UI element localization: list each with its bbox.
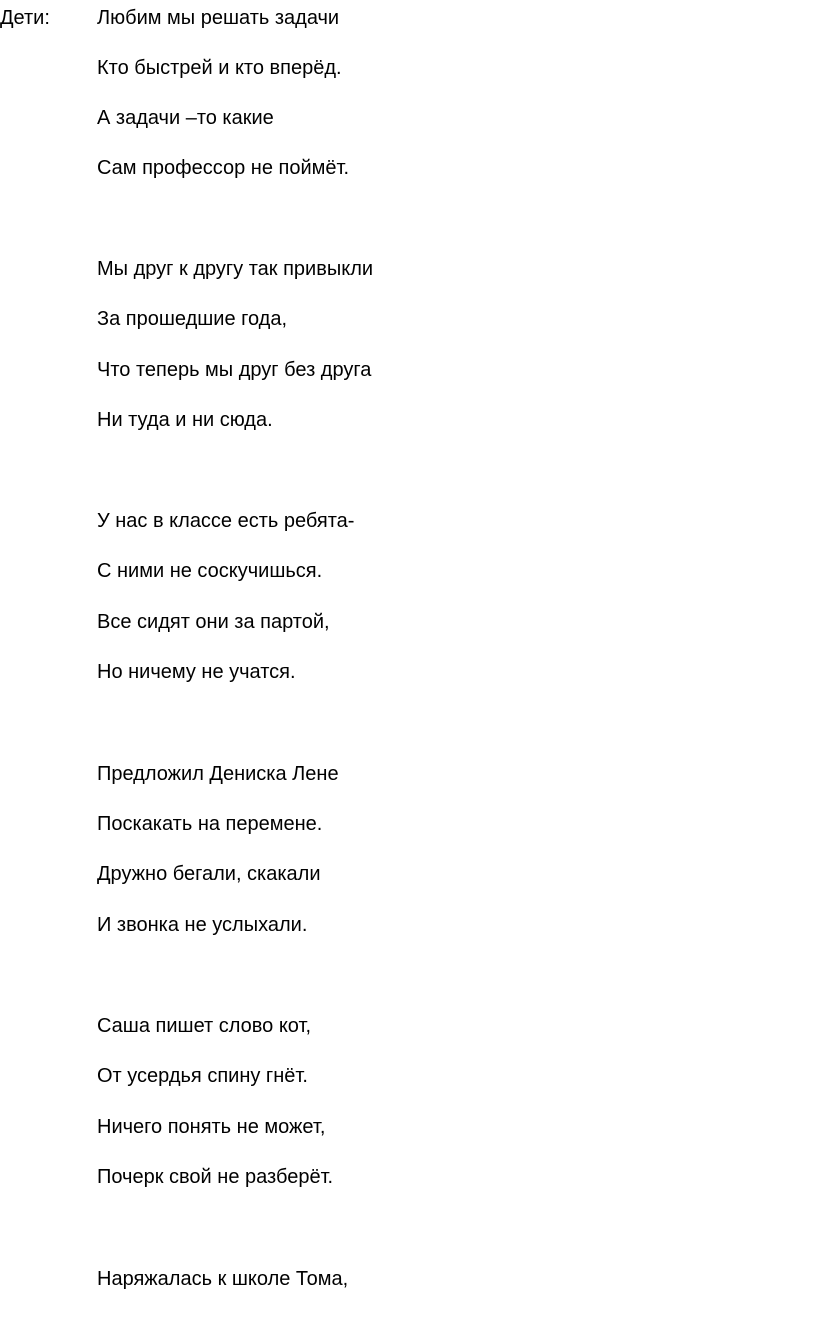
poem-line: Любим мы решать задачи bbox=[97, 7, 340, 29]
speaker-label: Дети: bbox=[0, 7, 50, 29]
poem-line: Но ничему не учатся. bbox=[97, 661, 296, 683]
poem-line: Поскакать на перемене. bbox=[97, 813, 323, 835]
poem-line: От усердья спину гнёт. bbox=[97, 1065, 308, 1087]
poem-line: Ни туда и ни сюда. bbox=[97, 409, 273, 431]
poem-line: Мы друг к другу так привыкли bbox=[97, 258, 374, 280]
poem-line: Дружно бегали, скакали bbox=[97, 863, 321, 885]
poem-line: А задачи –то какие bbox=[97, 107, 274, 129]
poem-line: С ними не соскучишься. bbox=[97, 560, 323, 582]
poem-line: Кто быстрей и кто вперёд. bbox=[97, 57, 342, 79]
poem-line: Сам профессор не поймёт. bbox=[97, 157, 350, 179]
poem-line: У нас в классе есть ребята- bbox=[97, 510, 355, 532]
poem-line: Что теперь мы друг без друга bbox=[97, 359, 372, 381]
poem-line: За прошедшие года, bbox=[97, 308, 288, 330]
poem-line: Почерк свой не разберёт. bbox=[97, 1166, 334, 1188]
poem-line: Ничего понять не может, bbox=[97, 1116, 326, 1138]
poem-line: Саша пишет слово кот, bbox=[97, 1015, 311, 1037]
poem-line: Предложил Дениска Лене bbox=[97, 763, 339, 785]
poem-line: И звонка не услыхали. bbox=[97, 914, 308, 936]
poem-line: Все сидят они за партой, bbox=[97, 611, 330, 633]
poem-line: Наряжалась к школе Тома, bbox=[97, 1268, 349, 1290]
